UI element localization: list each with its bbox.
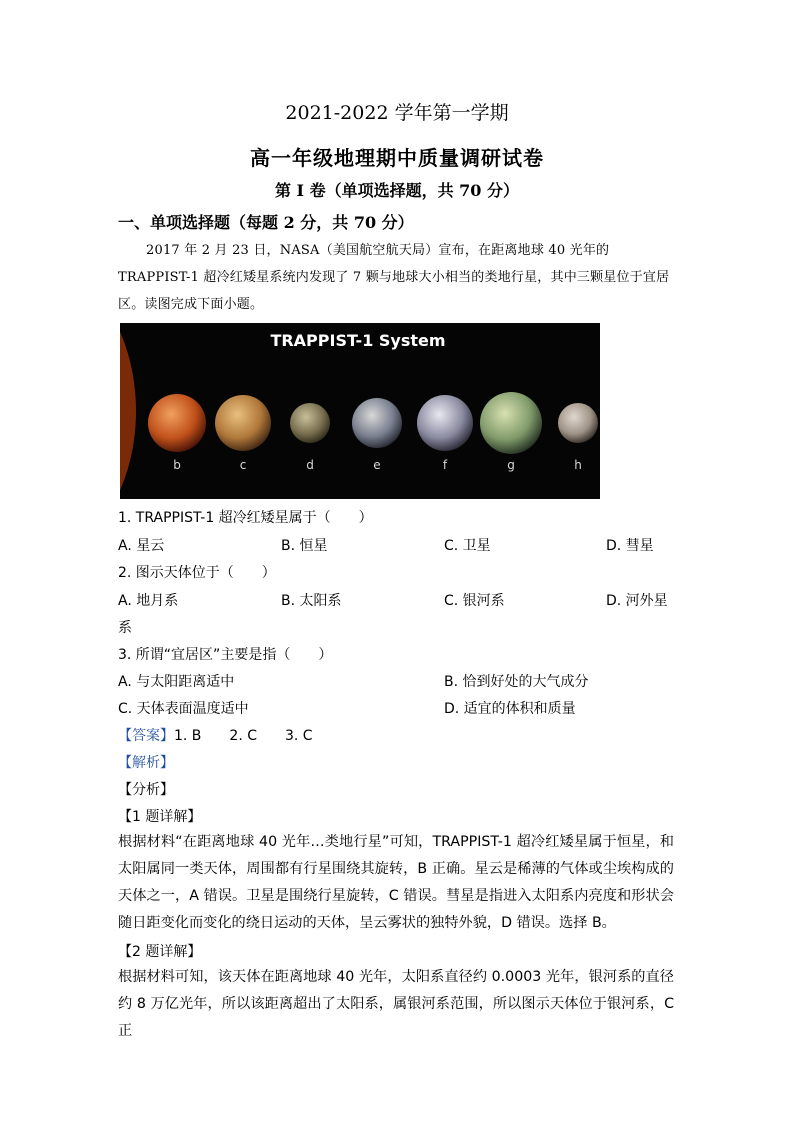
- question-2-option-d: D. 河外星: [606, 593, 668, 609]
- question-1-option-a: A. 星云: [118, 538, 165, 554]
- planet-g: [480, 392, 542, 454]
- question-1-option-d: D. 彗星: [606, 538, 654, 554]
- question-2-option-a: A. 地月系: [118, 593, 179, 609]
- planet-d: [290, 403, 330, 443]
- question-3-option-d: D. 适宜的体积和质量: [444, 701, 576, 717]
- planet-label-f: f: [442, 458, 448, 472]
- trappist-illustration: [120, 323, 600, 499]
- planet-label-g: g: [507, 458, 515, 472]
- planet-h: [558, 403, 598, 443]
- detail-1-label: 【1 题详解】: [118, 809, 202, 825]
- question-2-option-b: B. 太阳系: [281, 593, 342, 609]
- exam-year: 2021-2022 学年第一学期: [285, 102, 509, 124]
- answer-line: [118, 725, 313, 745]
- planet-c: [215, 395, 271, 451]
- planet-label-b: b: [173, 458, 181, 472]
- trappist-figure: [120, 323, 600, 499]
- planet-label-e: e: [373, 458, 381, 472]
- planet-label-h: h: [574, 458, 582, 472]
- question-1-option-c: C. 卫星: [444, 538, 491, 554]
- question-1-stem: 1. TRAPPIST-1 超冷红矮星属于（ ）: [118, 510, 373, 526]
- part-heading: 第 I 卷（单项选择题，共 70 分）: [274, 181, 520, 200]
- planet-e: [352, 398, 402, 448]
- exam-title: 高一年级地理期中质量调研试卷: [250, 146, 544, 170]
- detail-2-text: 根据材料可知，该天体在距离地球 40 光年，太阳系直径约 0.0003 光年，银河系的直径约 8 万亿光年，所以该距离超出了太阳系，属银河系范围，所以图示天体位于银河系，C 正: [118, 969, 674, 1039]
- analysis-label: 【解析】: [118, 755, 174, 771]
- question-3-option-c: C. 天体表面温度适中: [118, 701, 249, 717]
- question-2-option-c: C. 银河系: [444, 593, 505, 609]
- question-2-stem: 2. 图示天体位于（ ）: [118, 565, 276, 581]
- question-3-option-b: B. 恰到好处的大气成分: [444, 674, 589, 690]
- intro-paragraph: 2017 年 2 月 23 日，NASA（美国航空航天局）宣布，在距离地球 40 光年的 TRAPPIST-1 超冷红矮星系统内发现了 7 颗与地球大小相当的类地行星，其中三颗星位于宜居区。读图完成下面小题。: [118, 243, 670, 312]
- planet-label-d: d: [306, 458, 314, 472]
- planet-label-c: c: [239, 458, 247, 472]
- question-3-stem: 3. 所谓“宜居区”主要是指（ ）: [118, 647, 333, 663]
- detail-2-label: 【2 题详解】: [118, 944, 202, 960]
- planet-f: [417, 395, 473, 451]
- question-3-option-a: A. 与太阳距离适中: [118, 674, 235, 690]
- question-2-option-d-wrap: 系: [118, 620, 132, 636]
- detail-1-text: 根据材料“在距离地球 40 光年…类地行星”可知，TRAPPIST-1 超冷红矮星属于恒星，和太阳属同一类天体，周围都有行星围绕其旋转，B 正确。星云是稀薄的气体或尘埃构成的天体之一，A 错误。卫星是围绕行星旋转，C 错误。彗星是指进入太阳系内亮度和形状会随日距变化而变化的绕日运动的天体，呈云雾状的独特外貌，D 错误。选择 B。: [118, 834, 674, 931]
- figure-title: TRAPPIST-1 System: [270, 331, 446, 350]
- question-1-option-b: B. 恒星: [281, 538, 328, 554]
- section-heading: 一、单项选择题（每题 2 分，共 70 分）: [118, 213, 414, 232]
- planet-b: [148, 394, 206, 452]
- fenxi-label: 【分析】: [118, 782, 174, 798]
- answer-values: 1. B 2. C 3. C: [174, 728, 313, 744]
- answer-label: 【答案】: [118, 728, 174, 744]
